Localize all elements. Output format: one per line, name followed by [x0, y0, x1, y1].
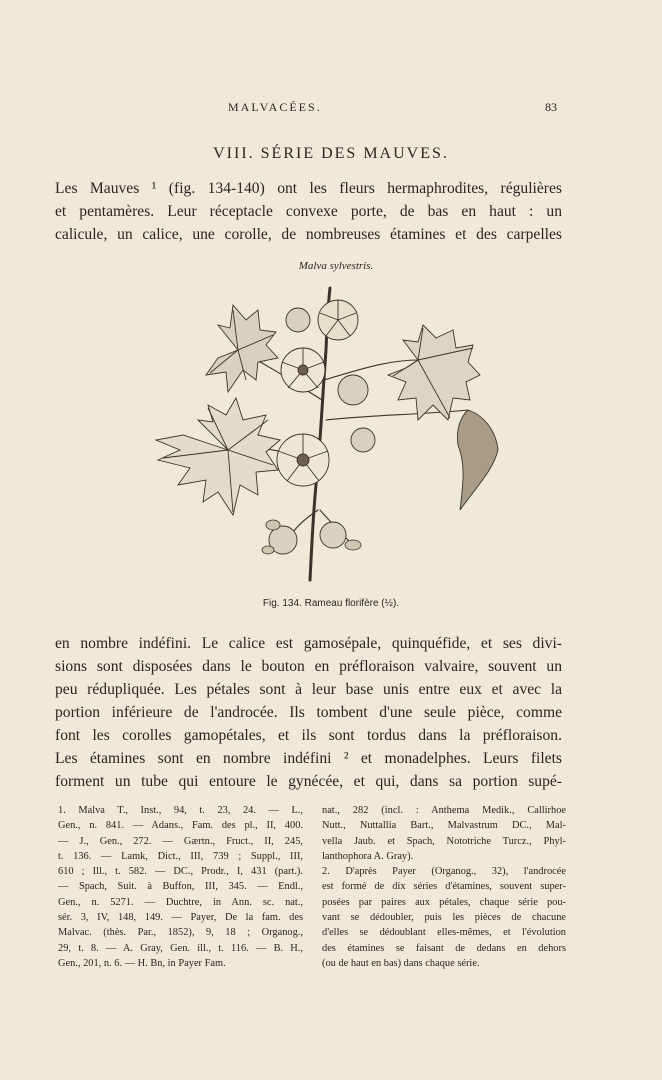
- footnote-line: Nutt., Nuttallia Bart., Malvastrum DC., Mal-: [322, 820, 566, 832]
- text-line: sions sont disposées dans le bouton en préfloraison valvaire, souvent un: [55, 658, 562, 675]
- flower: [277, 434, 329, 486]
- footnote-line: posées par paires aux pétales, chaque série pou-: [322, 896, 566, 908]
- footnote-line: Gen., n. 841. — Adans., Fam. des pl., II, 400.: [58, 820, 303, 832]
- text-line: peu rédupliquée. Les pétales sont à leur base unis entre eux et avec la: [55, 681, 562, 698]
- running-head-title: MALVACÉES.: [228, 100, 322, 114]
- section-title: VIII. SÉRIE DES MAUVES.: [213, 145, 449, 162]
- malva-illustration: [118, 280, 508, 585]
- footnote-line: (ou de haut en bas) dans chaque série.: [322, 957, 480, 969]
- text-line: calicule, un calice, une corolle, de nombreuses étamines et des carpelles: [55, 226, 562, 243]
- footnote-line: vant se dédoubler, puis les pièces de chacune: [322, 912, 566, 924]
- footnotes-left-column: [58, 803, 303, 971]
- paragraph-intro: [55, 177, 562, 246]
- footnote-line: Gen., n. 5271. — Duchtre, in Ann. sc. nat.,: [58, 896, 303, 908]
- footnotes-right-column: [322, 803, 566, 971]
- text-line: Les Mauves ¹ (fig. 134-140) ont les fleurs hermaphrodites, régulières: [55, 180, 562, 197]
- footnote-line: — Spach, Suit. à Buffon, III, 345. — Endl.,: [58, 881, 303, 893]
- leaf: [457, 410, 498, 510]
- text-line: font les corolles gamopétales, et ils sont tordus dans la préfloraison.: [55, 727, 562, 744]
- figure-caption: Fig. 134. Rameau florifère (½).: [262, 598, 400, 609]
- text-line: portion inférieure de l'androcée. Ils tombent d'une seule pièce, comme: [55, 704, 562, 721]
- paragraph-description: [55, 632, 562, 793]
- footnote-line: Malvac. (thès. Par., 1852), 9, 18 ; Organog.,: [58, 927, 303, 939]
- footnote-line: 610 ; Ill., t. 582. — DC., Prodr., I, 431 (part.).: [58, 866, 303, 878]
- footnote-line: Gen., 201, n. 6. — H. Bn, in Payer Fam.: [58, 957, 226, 969]
- leaf: [206, 305, 278, 392]
- footnote-line: sér. 3, IV, 148, 149. — Payer, De la fam. des: [58, 912, 303, 924]
- leaf: [388, 325, 480, 420]
- leaf: [156, 398, 280, 515]
- flower: [318, 300, 358, 340]
- page-number: 83: [545, 100, 557, 114]
- footnote-line: des étamines se faisant de dedans en dehors: [322, 942, 566, 954]
- footnote-line: 2. D'après Payer (Organog., 32), l'androcée: [322, 866, 566, 878]
- figure-label: Malva sylvestris.: [298, 260, 374, 272]
- footnote-line: t. 136. — Lamk, Dict., III, 739 ; Suppl., III,: [58, 850, 303, 862]
- text-line: et pentamères. Leur réceptacle convexe porte, de bas en haut : un: [55, 203, 562, 220]
- flower: [281, 348, 325, 392]
- footnote-line: 29, t. 8. — A. Gray, Gen. ill., t. 116. — B. H.,: [58, 942, 303, 954]
- text-line: Les étamines sont en nombre indéfini ² et monadelphes. Leurs filets: [55, 750, 562, 767]
- footnote-line: nat., 282 (incl. : Anthema Medik., Callirhoe: [322, 805, 566, 816]
- text-line: en nombre indéfini. Le calice est gamosépale, quinquéfide, et ses divi-: [55, 635, 562, 652]
- footnote-line: d'elles se dédoublant elles-mêmes, et l'évolution: [322, 927, 566, 939]
- footnote-line: vella Jaub. et Spach, Nototriche Turcz., Phyl-: [322, 835, 566, 847]
- footnote-line: lanthophora A. Gray).: [322, 850, 414, 862]
- text-line: forment un tube qui entoure le gynécée, et qui, dans sa portion supé-: [55, 773, 562, 790]
- running-head: [0, 100, 662, 120]
- footnote-line: — J., Gen., 272. — Gærtn., Fruct., II, 245,: [58, 835, 303, 847]
- footnote-line: 1. Malva T., Inst., 94, t. 23, 24. — L.,: [58, 805, 303, 816]
- footnote-line: est formé de dix séries d'étamines, souvent super-: [322, 881, 566, 893]
